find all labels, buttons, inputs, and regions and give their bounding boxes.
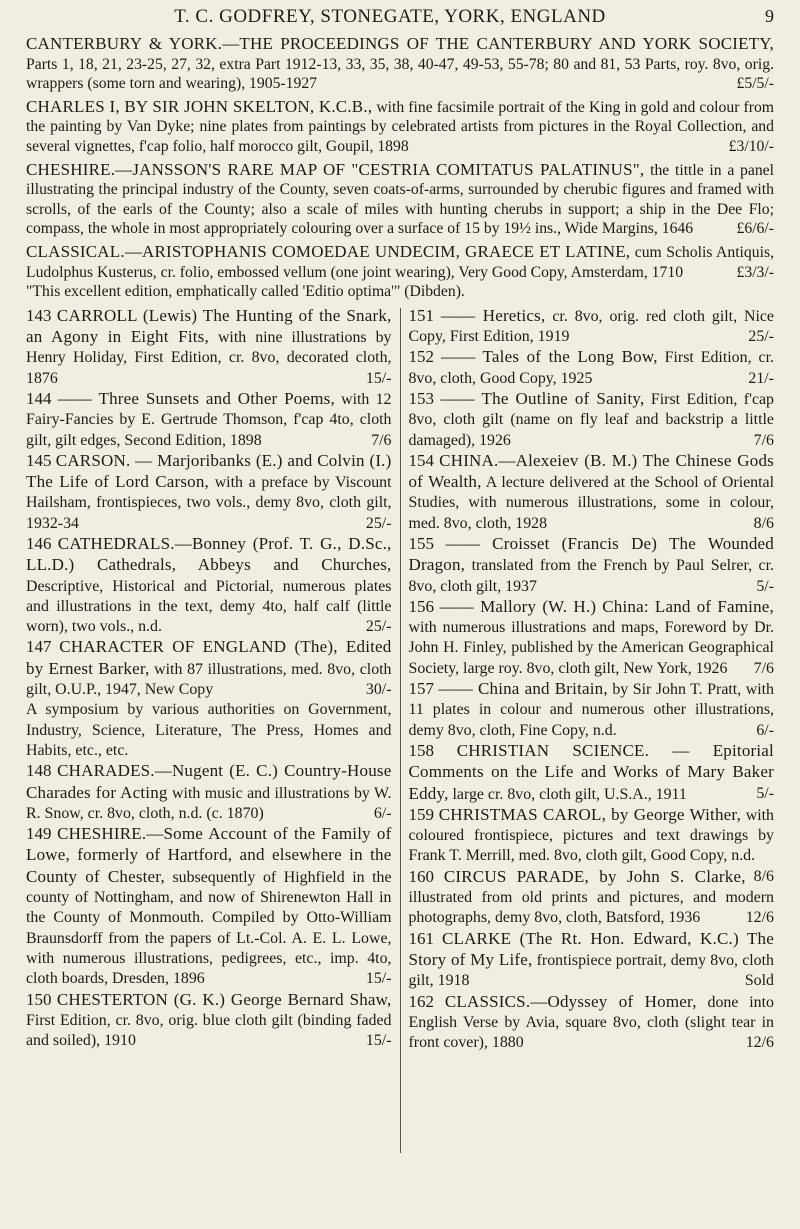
catalogue-entry	[408, 741, 774, 805]
entry-description: subsequently of Highfield in the county of Nottingham, and now of Shirenewton Hall in the County of Monmouth. Compiled by Otto-William Braunsdorff from the papers of Lt.-Col. A. E. L. Lowe, with numerous illustrations, pedigrees, etc., imp. 4to, cloth boards, Dresden, 1896	[26, 868, 392, 988]
lot-number: 145	[26, 450, 52, 470]
entry-price: 7/6	[753, 431, 774, 449]
entry-price: 12/6	[745, 909, 774, 927]
entry-heading: CHARADES.—Nugent (E. C.) Country-House Charades for Acting	[26, 761, 392, 802]
entry-description: the tittle in a panel illustrating the principal industry of the County, seven coats-of-arms, surrounded by cherubic figures and framed with scrolls, of the earls of the County; also a scale of miles with hunting cherubs in support; a ship in the Dee Flo; compass, the whole in most appropriately colouring over a surface of 15 by 19½ ins., Wide Margins, 1646	[26, 161, 774, 238]
entry-heading: CARSON. — Marjoribanks (E.) and Colvin (I.) The Life of Lord Carson,	[26, 450, 392, 492]
lot-number: 151	[408, 305, 434, 325]
entry-heading: —— Mallory (W. H.) China: Land of Famine,	[439, 596, 774, 616]
catalogue-entry	[26, 824, 392, 989]
entry-description: with 87 illustrations, med. 8vo, cloth gilt, O.U.P., 1947, New Copy	[26, 660, 392, 699]
lot-number: 143	[26, 305, 52, 325]
entry-price: 25/-	[748, 328, 774, 346]
catalogue-entry	[408, 451, 774, 534]
entry-price: 25/-	[365, 618, 392, 636]
catalogue-entry	[26, 160, 774, 239]
column-divider	[400, 308, 401, 1153]
entry-description: with numerous illustrations and maps, Foreword by Dr. John H. Finley, published by the American Geographical Society, large roy. 8vo, cloth gilt, New York, 1926	[408, 619, 774, 677]
entry-description: with nine illustrations by Henry Holiday, First Edition, cr. 8vo, decorated cloth, 1876	[26, 329, 392, 387]
entry-price: 30/-	[365, 681, 392, 699]
entry-price: 25/-	[365, 514, 392, 532]
entry-description: Descriptive, Historical and Pictorial, numerous plates and illustrations in the text, demy 4to, half calf (little worn), two vols., n.d.	[26, 577, 392, 636]
entry-heading: CANTERBURY & YORK.—THE PROCEEDINGS OF THE CANTERBURY AND YORK SOCIETY,	[26, 34, 774, 53]
entry-price: 5/-	[756, 784, 774, 802]
entry-heading: —— Heretics,	[440, 305, 546, 325]
catalogue-entry	[26, 242, 774, 302]
entry-price: 21/-	[748, 369, 774, 387]
entry-price: 12/6	[745, 1034, 774, 1052]
lot-number: 152	[408, 347, 434, 367]
left-column	[26, 306, 392, 1153]
entry-description: with a preface by Viscount Hailsham, frontispieces, two vols., demy 8vo, cloth gilt, 1932-34	[26, 474, 392, 532]
entry-heading: CLARKE (The Rt. Hon. Edward, K.C.) The Story of My Life,	[408, 928, 774, 969]
entry-description: First Edition, cr. 8vo, orig. blue cloth gilt (binding faded and soiled), 1910	[26, 1011, 392, 1050]
entry-heading: CLASSICAL.—ARISTOPHANIS COMOEDAE UNDECIM, GRAECE ET LATINE,	[26, 241, 631, 261]
entry-description: illustrated from old prints and pictures, and modern photographs, demy 8vo, cloth, Batsford, 1936	[408, 889, 774, 927]
entry-heading: CLASSICS.—Odyssey of Homer,	[444, 991, 697, 1011]
entry-heading: CHARACTER OF ENGLAND (The), Edited by Ernest Barker,	[26, 637, 392, 678]
entry-heading: CHINA.—Alexeiev (B. M.) The Chinese Gods of Wealth,	[408, 450, 774, 492]
lot-number: 149	[26, 824, 52, 844]
catalogue-entry	[26, 97, 774, 157]
entry-price: Sold	[744, 972, 774, 990]
page-number: 9	[765, 6, 774, 26]
catalogue-entry	[26, 306, 392, 389]
entry-heading: CHRISTIAN SCIENCE. — Epitorial Comments on the Life and Works of Mary Baker Eddy,	[408, 740, 774, 803]
entry-description: done into English Verse by Avia, square 8vo, cloth (slight tear in front cover), 1880	[408, 993, 774, 1052]
lot-number: 159	[408, 804, 434, 824]
catalogue-entry	[26, 534, 392, 637]
entry-description: First Edition, cr. 8vo, cloth, Good Copy, 1925	[408, 349, 774, 387]
entry-description: Parts 1, 18, 21, 23-25, 27, 32, extra Part 1912-13, 33, 35, 38, 40-47, 49-53, 55-78; 80 and 81, 53 Parts, roy. 8vo, orig. wrappers (some torn and wearing), 1905-1927	[26, 55, 774, 93]
entry-price: 8/6	[753, 514, 774, 532]
catalogue-entry	[26, 637, 392, 761]
top-entries	[26, 34, 774, 302]
entry-price: 6/-	[373, 804, 392, 822]
catalogue-entry	[408, 347, 774, 389]
catalogue-entry	[408, 389, 774, 451]
entry-description: frontispiece portrait, demy 8vo, cloth gilt, 1918	[408, 951, 774, 990]
entry-price: 15/-	[365, 369, 392, 387]
entry-description: A lecture delivered at the School of Oriental Studies, with numerous illustrations, some in colour, med. 8vo, cloth, 1928	[408, 474, 774, 532]
entry-heading: —— Croisset (Francis De) The Wounded Dragon,	[408, 533, 774, 575]
catalogue-entry	[26, 990, 392, 1052]
page-header	[26, 6, 774, 32]
lot-number: 161	[408, 928, 434, 948]
entry-price: 6/-	[756, 721, 774, 739]
entry-description: cr. 8vo, orig. red cloth gilt, Nice Copy, First Edition, 1919	[408, 307, 774, 346]
lot-number: 158	[408, 740, 434, 760]
catalogue-entry	[408, 867, 774, 929]
entry-heading: —— Three Sunsets and Other Poems,	[57, 388, 335, 408]
catalogue-entry	[408, 597, 774, 679]
lot-number: 155	[408, 533, 434, 553]
entry-heading: CHESHIRE.—JANSSON'S RARE MAP OF "CESTRIA COMITATUS PALATINUS",	[26, 159, 645, 179]
two-column-listing	[26, 306, 774, 1153]
lot-number: 154	[408, 450, 434, 470]
catalogue-entry	[408, 992, 774, 1054]
entry-description: with 12 Fairy-Fancies by E. Gertrude Thomson, f'cap 4to, cloth gilt, gilt edges, Second Edition, 1898	[26, 390, 392, 449]
entry-price: £5/5/-	[736, 75, 774, 93]
entry-description: First Edition, f'cap 8vo, cloth gilt (name on fly leaf and backstrip a little damaged), 1926	[408, 390, 774, 449]
lot-number: 162	[408, 991, 434, 1011]
entry-price: £3/3/-	[736, 263, 774, 281]
lot-number: 147	[26, 637, 52, 657]
catalogue-entry	[408, 679, 774, 741]
lot-number: 160	[408, 866, 434, 886]
entry-heading: CHRISTMAS CAROL, by George Wither,	[438, 804, 742, 824]
entry-heading: —— Tales of the Long Bow,	[440, 347, 658, 367]
entry-description: cum Scholis Antiquis, Ludolphus Kusterus, cr. folio, embossed vellum (one joint wearing), Very Good Copy, Amsterdam, 1710	[26, 243, 774, 281]
lot-number: 150	[26, 989, 52, 1009]
lot-number: 157	[408, 679, 434, 699]
catalogue-entry	[26, 761, 392, 824]
lot-number: 146	[26, 533, 52, 553]
entry-price: 15/-	[365, 970, 392, 988]
entry-price: 8/6	[753, 867, 774, 885]
catalogue-entry	[26, 34, 774, 94]
lot-number: 144	[26, 388, 52, 408]
entry-heading: CHARLES I, BY SIR JOHN SKELTON, K.C.B.,	[26, 96, 373, 116]
catalogue-entry	[26, 451, 392, 534]
entry-description: with fine facsimile portrait of the King in gold and colour from the painting by Van Dyke; nine plates from paintings by celebrated artists from pictures in the Royal Collection, and several vignettes, f'cap folio, half morocco gilt, Goupil, 1898	[26, 98, 775, 155]
entry-heading: CHESTERTON (G. K.) George Bernard Shaw,	[56, 989, 392, 1009]
entry-price: 7/6	[371, 431, 392, 449]
lot-number: 156	[408, 596, 434, 616]
entry-price: £3/10/-	[728, 137, 774, 155]
entry-description: translated from the French by Paul Selrer, cr. 8vo, cloth gilt, 1937	[408, 557, 774, 595]
catalogue-entry	[408, 929, 774, 992]
entry-heading: CIRCUS PARADE, by John S. Clarke,	[443, 866, 746, 886]
entry-heading: —— China and Britain,	[438, 679, 608, 699]
entry-note: A symposium by various authorities on Government, Industry, Science, Literature, The Press, Homes and Habits, etc., etc.	[26, 701, 392, 759]
lot-number: 153	[408, 388, 434, 408]
entry-price: £6/6/-	[736, 220, 774, 238]
catalogue-entry	[408, 306, 774, 348]
catalogue-entry	[26, 389, 392, 451]
entry-heading: CATHEDRALS.—Bonney (Prof. T. G., D.Sc., LL.D.) Cathedrals, Abbeys and Churches,	[26, 533, 392, 575]
entry-price: 5/-	[756, 577, 774, 595]
entry-price: 7/6	[753, 659, 774, 677]
entry-quotation: "This excellent edition, emphatically called 'Editio optima'" (Dibden).	[26, 283, 465, 301]
entry-description: by Sir John T. Pratt, with 11 plates in colour and numerous other illustrations, demy 8vo, cloth, Fine Copy, n.d.	[408, 681, 774, 739]
running-head: T. C. GODFREY, STONEGATE, YORK, ENGLAND	[174, 6, 606, 27]
entry-description: with coloured frontispiece, pictures and text drawings by Frank T. Merrill, med. 8vo, cloth gilt, Good Copy, n.d.	[408, 806, 774, 865]
entry-description: large cr. 8vo, cloth gilt, U.S.A., 1911	[448, 785, 687, 803]
lot-number: 148	[26, 761, 52, 781]
catalogue-entry	[408, 534, 774, 597]
entry-heading: CHESHIRE.—Some Account of the Family of Lowe, formerly of Hartford, and elsewhere in the County of Chester,	[26, 824, 392, 886]
entry-price: 15/-	[365, 1032, 392, 1050]
right-column	[408, 306, 774, 1153]
entry-heading: —— The Outline of Sanity,	[440, 388, 645, 408]
entry-heading: CARROLL (Lewis) The Hunting of the Snark, an Agony in Eight Fits,	[26, 305, 392, 347]
entry-description: with music and illustrations by W. R. Snow, cr. 8vo, cloth, n.d. (c. 1870)	[26, 784, 392, 822]
